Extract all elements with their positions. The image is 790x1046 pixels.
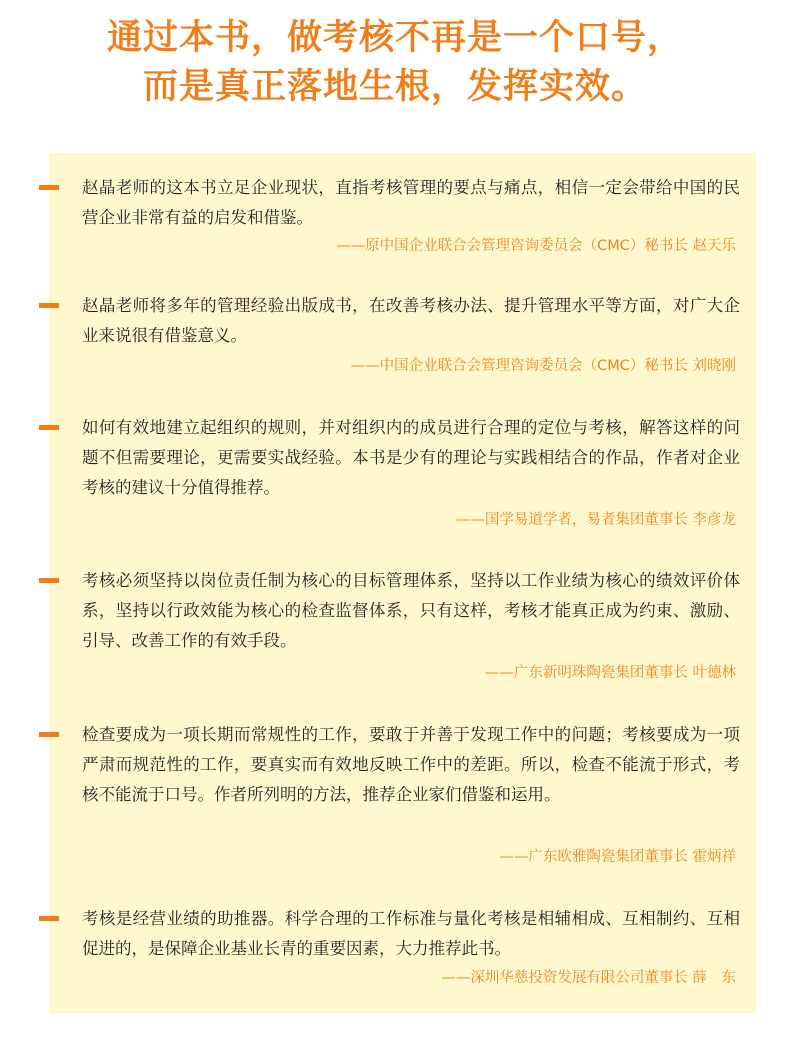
- endorsement-quote: 考核是经营业绩的助推器。科学合理的工作标准与量化考核是相辅相成、互相制约、互相促进的，是保障企业基业长青的重要因素，大力推荐此书。: [82, 909, 740, 958]
- endorsement-attribution: ——广东新明珠陶瓷集团董事长 叶德林: [484, 665, 736, 681]
- endorsement-attribution: ——国学易道学者，易者集团董事长 李彦龙: [455, 512, 736, 528]
- bullet-dash-icon: [39, 732, 59, 737]
- bullet-dash-icon: [39, 425, 59, 430]
- page-headline: [0, 14, 790, 112]
- endorsement-quote: 赵晶老师将多年的管理经验出版成书，在改善考核办法、提升管理水平等方面，对广大企业来说很有借鉴意义。: [82, 296, 740, 345]
- endorsement-attribution: ——原中国企业联合会管理咨询委员会（CMC）秘书长 赵天乐: [336, 238, 736, 254]
- bullet-dash-icon: [39, 578, 59, 583]
- endorsement-quote: 考核必须坚持以岗位责任制为核心的目标管理体系，坚持以工作业绩为核心的绩效评价体系，坚持以行政效能为核心的检查监督体系，只有这样，考核才能真正成为约束、激励、引导、改善工作的有效手段。: [82, 571, 740, 650]
- endorsement-quote: 赵晶老师的这本书立足企业现状，直指考核管理的要点与痛点，相信一定会带给中国的民营企业非常有益的启发和借鉴。: [82, 178, 740, 227]
- bullet-dash-icon: [39, 916, 59, 921]
- endorsement-attribution: ——广东欧雅陶瓷集团董事长 霍炳祥: [499, 849, 736, 865]
- endorsement-attribution: ——中国企业联合会管理咨询委员会（CMC）秘书长 刘晓刚: [350, 358, 736, 374]
- headline-line-1: 通过本书，做考核不再是一个口号，: [106, 18, 683, 58]
- endorsement-quote: 如何有效地建立起组织的规则，并对组织内的成员进行合理的定位与考核，解答这样的问题不但需要理论，更需要实战经验。本书是少有的理论与实践相结合的作品，作者对企业考核的建议十分值得推荐。: [82, 418, 740, 497]
- bullet-dash-icon: [39, 185, 59, 190]
- bullet-dash-icon: [39, 303, 59, 308]
- headline-line-2: 而是真正落地生根，发挥实效。: [142, 67, 647, 107]
- endorsement-attribution: ——深圳华慈投资发展有限公司董事长 薛 东: [441, 970, 736, 986]
- endorsement-quote: 检查要成为一项长期而常规性的工作，要敢于并善于发现工作中的问题；考核要成为一项严肃而规范性的工作，要真实而有效地反映工作中的差距。所以，检查不能流于形式，考核不能流于口号。作者所列明的方法，推荐企业家们借鉴和运用。: [82, 725, 740, 804]
